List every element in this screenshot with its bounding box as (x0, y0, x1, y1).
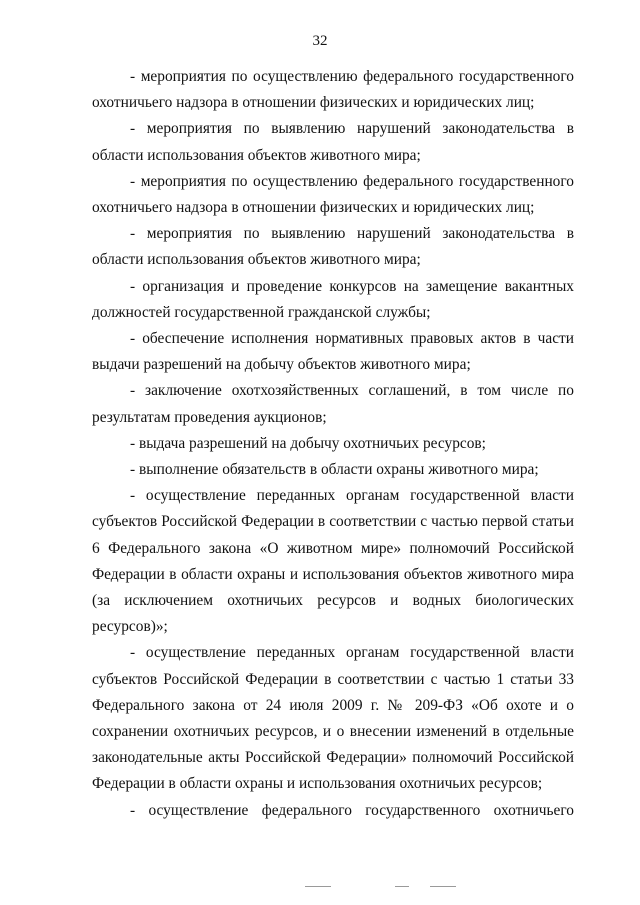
scan-mark (395, 886, 409, 887)
paragraph: - выдача разрешений на добычу охотничьих ресурсов; (130, 434, 486, 452)
body-text (92, 64, 574, 824)
scan-mark (305, 886, 331, 887)
paragraph: - осуществление переданных органам государственной власти субъектов Российской Федерации в соответствии с частью первой статьи 6 Федерального закона «О животном мире» полномочий Российской Федерации в области охраны и использования объектов животного мира (за исключением охотничьих ресурсов и водных биологических ресурсов)»; (92, 487, 574, 636)
paragraph: - мероприятия по выявлению нарушений законодательства в области использования объектов животного мира; (92, 225, 574, 269)
paragraph: - мероприятия по осуществлению федерального государственного охотничьего надзора в отношении физических и юридических лиц; (92, 68, 574, 112)
paragraph: - выполнение обязательств в области охраны животного мира; (130, 461, 539, 479)
paragraph: - организация и проведение конкурсов на замещение вакантных должностей государственной гражданской службы; (92, 277, 574, 321)
paragraph: - мероприятия по выявлению нарушений законодательства в области использования объектов животного мира; (92, 120, 574, 164)
page-number: 32 (312, 33, 328, 49)
paragraph: - осуществление переданных органам государственной власти субъектов Российской Федерации в соответствии с частью 1 статьи 33 Федерального закона от 24 июля 2009 г. № 209-ФЗ «Об охоте и о сохранении охотничьих ресурсов, и о внесении изменений в отдельные законодательные акты Российской Федерации» полномочий Российской Федерации в области охраны и использования охотничьих ресурсов; (92, 644, 574, 793)
paragraph: - мероприятия по осуществлению федерального государственного охотничьего надзора в отношении физических и юридических лиц; (92, 172, 574, 217)
paragraph: - осуществление федерального государственного охотничьего (130, 801, 574, 819)
paragraph: - заключение охотхозяйственных соглашений, в том числе по результатам проведения аукционов; (92, 382, 574, 426)
scan-mark (430, 886, 456, 887)
paragraph: - обеспечение исполнения нормативных правовых актов в части выдачи разрешений на добычу объектов животного мира; (92, 330, 574, 374)
scan-artifact-marks (0, 884, 640, 890)
